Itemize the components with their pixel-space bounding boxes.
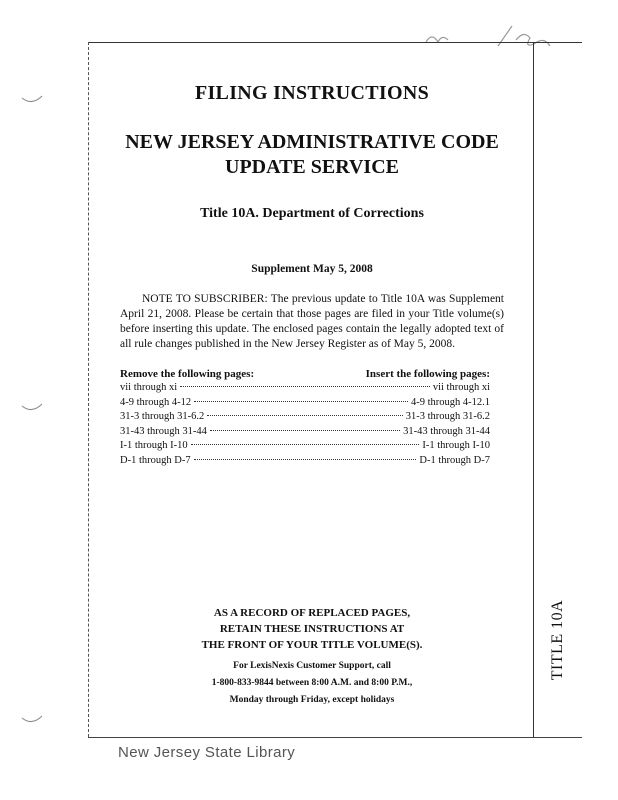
title-name: Title 10A. Department of Corrections [200, 206, 424, 221]
insert-pages-header: Insert the following pages: [365, 368, 490, 380]
dot-leader [210, 430, 400, 431]
dot-leader [180, 386, 430, 387]
retain-notice [120, 605, 504, 653]
insert-pages-cell: 31-3 through 31-6.2 [405, 411, 490, 423]
supplement-date: Supplement May 5, 2008 [251, 263, 373, 275]
document-subtitle [120, 130, 504, 180]
library-stamp: New Jersey State Library [118, 744, 296, 761]
page-frame-left [88, 42, 89, 737]
subscriber-note: NOTE TO SUBSCRIBER: The previous update to Title 10A was Supplement April 21, 2008. Please be certain that those pages are filed in your Title volume(s) before inserting this update. The enclosed pages contain the legally adopted text of all rule changes published in the New Jersey Register as of May 5, 2008. [120, 293, 504, 350]
subtitle-line: NEW JERSEY ADMINISTRATIVE CODE [125, 131, 499, 153]
remove-pages-cell: 4-9 through 4-12 [120, 396, 192, 408]
document-title: FILING INSTRUCTIONS [194, 82, 430, 104]
insert-pages-cell: vii through xi [432, 382, 490, 393]
insert-pages-cell: 4-9 through 4-12.1 [410, 396, 490, 408]
binder-hole-mark-icon [20, 712, 44, 726]
retain-line: THE FRONT OF YOUR TITLE VOLUME(S). [201, 639, 423, 651]
remove-pages-cell: I-1 through I-10 [120, 440, 188, 452]
remove-pages-header: Remove the following pages: [120, 368, 255, 380]
table-row [120, 454, 490, 469]
pages-table [120, 368, 490, 469]
dot-leader [194, 401, 408, 402]
dot-leader [207, 415, 402, 416]
table-row [120, 410, 490, 425]
page-frame-top [88, 42, 582, 43]
remove-pages-cell: D-1 through D-7 [120, 454, 191, 466]
insert-pages-cell: I-1 through I-10 [422, 440, 490, 452]
handwritten-mark-icon [420, 18, 560, 52]
page-frame-bottom [88, 737, 582, 738]
tab-divider-line [533, 42, 534, 737]
insert-pages-cell: D-1 through D-7 [419, 454, 490, 466]
retain-line: RETAIN THESE INSTRUCTIONS AT [219, 623, 405, 635]
support-line: For LexisNexis Customer Support, call [233, 661, 391, 671]
binder-hole-mark-icon [20, 92, 44, 106]
title-tab-label: TITLE 10A [549, 599, 566, 681]
support-line: Monday through Friday, except holidays [229, 695, 395, 705]
remove-pages-cell: vii through xi [120, 382, 178, 393]
subtitle-line: UPDATE SERVICE [225, 156, 399, 178]
remove-pages-cell: 31-43 through 31-44 [120, 425, 207, 437]
dot-leader [194, 459, 417, 460]
table-row [120, 381, 490, 396]
remove-pages-cell: 31-3 through 31-6.2 [120, 411, 205, 423]
support-line: 1-800-833-9844 between 8:00 A.M. and 8:00 P.M., [211, 678, 413, 688]
retain-line: AS A RECORD OF REPLACED PAGES, [213, 607, 411, 619]
dot-leader [191, 444, 420, 445]
pages-table-header [120, 368, 490, 380]
customer-support-info [120, 658, 504, 709]
table-row [120, 396, 490, 411]
insert-pages-cell: 31-43 through 31-44 [403, 425, 490, 437]
table-row [120, 425, 490, 440]
binder-hole-mark-icon [20, 400, 44, 414]
table-row [120, 439, 490, 454]
